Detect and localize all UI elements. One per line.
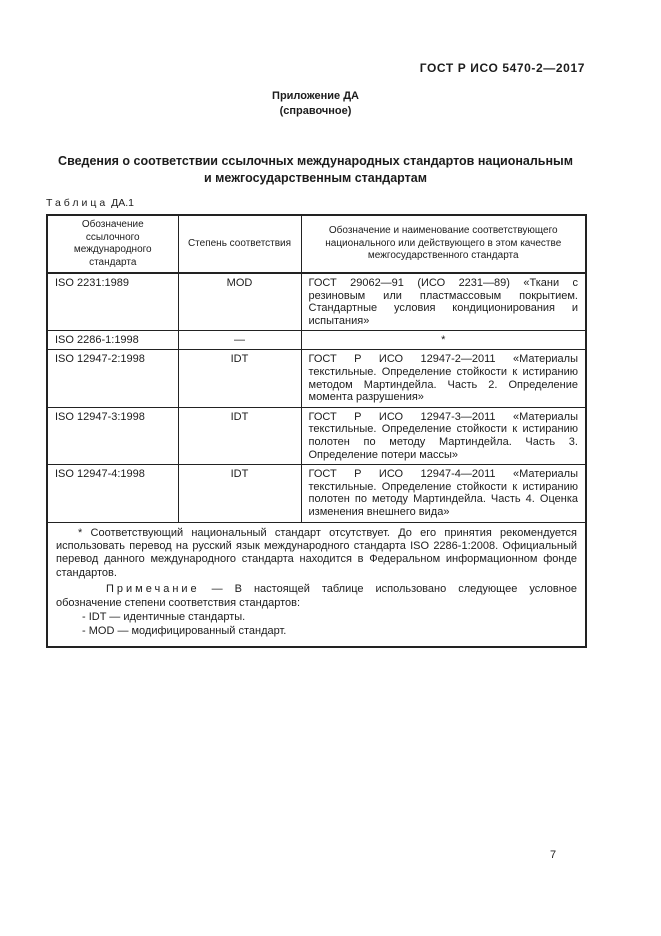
table-row <box>47 350 586 407</box>
designation-cell: ISO 12947-3:1998 <box>47 407 178 464</box>
table-label-word: Таблица <box>46 197 109 209</box>
section-title-line-1: Сведения о соответствии ссылочных международных стандартов национальным <box>58 154 573 168</box>
designation-cell: ISO 2231:1989 <box>47 273 178 331</box>
designation-cell: ISO 2286-1:1998 <box>47 331 178 350</box>
annex-title: Приложение ДА <box>272 90 359 102</box>
column-header-designation: Обозначение ссылочного международного стандарта <box>47 215 178 273</box>
equivalent-cell: ГОСТ Р ИСО 12947-4—2011 «Материалы текстильные. Определение стойкости к истиранию полотен по методу Мартиндейла. Часть 4. Оценка изменения внешнего вида» <box>301 465 586 522</box>
footnote-row <box>47 522 586 647</box>
note-item-mod: - MOD — модифицированный стандарт. <box>82 625 287 638</box>
table-row <box>47 331 586 350</box>
table-label-number: ДА.1 <box>111 197 134 209</box>
equivalent-cell: ГОСТ Р ИСО 12947-3—2011 «Материалы текстильные. Определение стойкости к истиранию полотен по методу Мартиндейла. Часть 3. Определение потери массы» <box>301 407 586 464</box>
equivalent-cell: * <box>301 331 586 350</box>
section-title <box>46 153 585 187</box>
degree-cell: IDT <box>178 350 301 407</box>
table-row <box>47 407 586 464</box>
degree-cell: MOD <box>178 273 301 331</box>
page-number: 7 <box>549 849 557 861</box>
table-row <box>47 273 586 331</box>
note-body: — В настоящей таблице использовано следующее условное обозначение степени соответствия стандартов: <box>56 583 578 609</box>
table-row <box>47 465 586 522</box>
column-header-equivalent: Обозначение и наименование соответствующего национального или действующего в этом качестве межгосударственного стандарта <box>301 215 586 273</box>
standards-correspondence-table <box>46 214 587 648</box>
note-label: Примечание <box>106 583 200 596</box>
note-text <box>56 583 577 610</box>
footnote-cell <box>47 522 586 647</box>
header-row <box>47 215 586 273</box>
table-label <box>46 197 134 209</box>
degree-cell: IDT <box>178 465 301 522</box>
annex-heading <box>46 89 585 119</box>
doc-code: ГОСТ Р ИСО 5470-2—2017 <box>419 61 585 75</box>
section-title-line-2: и межгосударственным стандартам <box>204 171 427 185</box>
note-item-idt: - IDT — идентичные стандарты. <box>82 610 246 623</box>
annex-subtitle: (справочное) <box>279 105 352 117</box>
equivalent-cell: ГОСТ 29062—91 (ИСО 2231—89) «Ткани с резиновым или пластмассовым покрытием. Стандартные условия кондиционирования и испытания» <box>301 273 586 331</box>
column-header-degree: Степень соответствия <box>178 215 301 273</box>
degree-cell: — <box>178 331 301 350</box>
designation-cell: ISO 12947-2:1998 <box>47 350 178 407</box>
degree-cell: IDT <box>178 407 301 464</box>
footnote-text: * Соответствующий национальный стандарт отсутствует. До его принятия рекомендуется использовать перевод на русский язык международного стандарта ISO 2286-1:2008. Официальный перевод данного международного стандарта находится в Федеральном информационном фонде стандартов. <box>56 526 577 579</box>
equivalent-cell: ГОСТ Р ИСО 12947-2—2011 «Материалы текстильные. Определение стойкости к истиранию методом Мартиндейла. Часть 2. Определение момента разрушения» <box>301 350 586 407</box>
designation-cell: ISO 12947-4:1998 <box>47 465 178 522</box>
